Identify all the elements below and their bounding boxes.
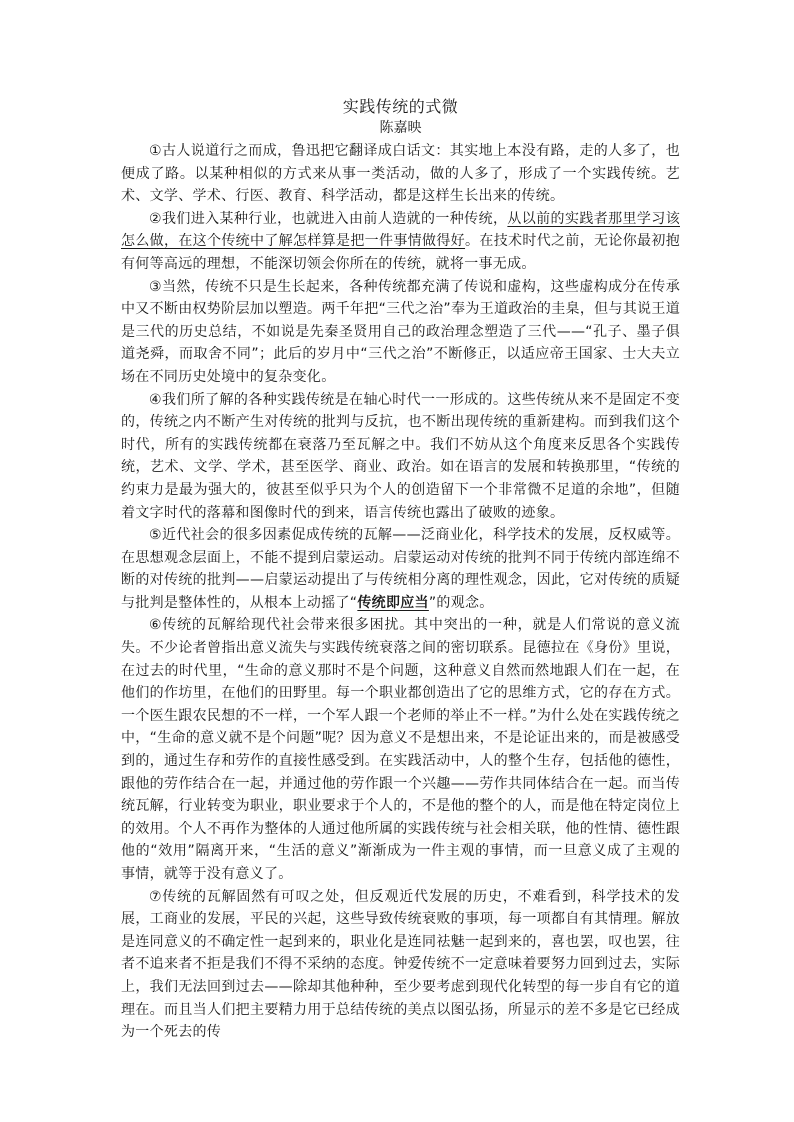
paragraph-1: ①古人说道行之而成，鲁迅把它翻译成白话文：其实地上本没有路，走的人多了，也便成了路。以某种相似的方式来从事一类活动，做的人多了，形成了一个实践传统。艺术、文学、学术、行医、教育、科学活动，都是这样生长出来的传统。 xyxy=(121,143,680,205)
paragraph-2 xyxy=(121,208,680,276)
paragraph-5-text-c: ”的观念。 xyxy=(428,594,494,611)
paragraph-4: ④我们所了解的各种实践传统是在轴心时代一一形成的。这些传统从来不是固定不变的，传统之内不断产生对传统的批判与反抗，也不断出现传统的重新建构。而到我们这个时代，所有的实践传统都在衰落乃至瓦解之中。我们不妨从这个角度来反思各个实践传统，艺术、文学、学术，甚至医学、商业、政治。如在语言的发展和转换那里，“传统的约束力是最为强大的，彼甚至似乎只为个人的创造留下一个非常微不足道的余地”，但随着文字时代的落幕和图像时代的到来，语言传统也露出了破败的迹象。 xyxy=(121,391,680,521)
paragraph-5-emphasis: 传统即应当 xyxy=(357,594,429,611)
paragraph-6: ⑥传统的瓦解给现代社会带来很多困扰。其中突出的一种，就是人们常说的意义流失。不少论者曾指出意义流失与实践传统衰落之间的密切联系。昆德拉在《身份》里说，在过去的时代里，“生命的意义那时不是个问题，这种意义自然而然地跟人们在一起，在他们的作坊里，在他们的田野里。每一个职业都创造出了它的思维方式，它的存在方式。一个医生跟农民想的不一样，一个军人跟一个老师的举止不一样。”为什么处在实践传统之中，“生命的意义就不是个问题”呢？因为意义不是想出来，不是论证出来的，而是被感受到的，通过生存和劳作的直接性感受到。在实践活动中，人的整个生存，包括他的德性，跟他的劳作结合在一起，并通过他的劳作跟一个兴趣——劳作共同体结合在一起。而当传统瓦解，行业转变为职业，职业要求于个人的，不是他的整个的人，而是他在特定岗位上的效用。个人不再作为整体的人通过他所属的实践传统与社会相关联，他的性情、德性跟他的“效用”隔离开来，“生活的意义”渐渐成为一件主观的事情，而一旦意义成了主观的事情，就等于没有意义了。 xyxy=(121,617,680,882)
paragraph-7: ⑦传统的瓦解固然有可叹之处，但反观近代发展的历史，不难看到，科学技术的发展，工商业的发展，平民的兴起，这些导致传统衰败的事项，每一项都自有其情理。解放是连同意义的不确定性一起到来的，职业化是连同祛魅一起到来的，喜也罢，叹也罢，往者不追来者不拒是我们不得不采纳的态度。钟爱传统不一定意味着要努力回到过去，实际上，我们无法回到过去——除却其他种种，至少要考虑到现代化转型的每一步自有它的道理在。而且当人们把主要精力用于总结传统的美点以图弘扬，所显示的差不多是它已经成为一个死去的传 xyxy=(121,888,680,1041)
paragraph-3: ③当然，传统不只是生长起来，各种传统都充满了传说和虚构，这些虚构成分在传承中又不断由权势阶层加以塑造。两千年把“三代之治”奉为王道政治的圭臬，但与其说王道是三代的历史总结，不如说是先秦圣贤用自己的政治理念塑造了三代——“孔子、墨子俱道尧舜，而取舍不同”；此后的岁月中“三代之治”不断修正，以适应帝王国家、士大夫立场在不同历史处境中的复杂变化。 xyxy=(121,278,680,385)
paragraph-2-text-a: ②我们进入某种行业，也就进入由前人造就的一种传统， xyxy=(149,210,508,227)
article-title: 实践传统的式微 xyxy=(342,97,459,116)
article-author: 陈嘉映 xyxy=(379,120,422,136)
paragraph-2-text-c: 。在技术时代之前，无论你最初抱有何等高远的理想，不能深切领会你所在的传统，就将一事无成。 xyxy=(121,233,681,272)
paragraph-2-underlined-text: 从以前的实践者那里学习该怎么做，在这个传统中了解怎样算是把一件事情做得好 xyxy=(121,210,680,250)
document-page xyxy=(121,96,680,1044)
paragraph-5-text-a: ⑤近代社会的很多因素促成传统的瓦解——泛商业化，科学技术的发展，反权威等。在思想观念层面上，不能不提到启蒙运动。启蒙运动对传统的批判不同于传统内部连绵不断的对传统的批判——启蒙运动提出了与传统相分离的理性观念，因此，它对传统的质疑与批判是整体性的，从根本上动摇了“ xyxy=(121,527,680,611)
paragraph-5 xyxy=(121,524,680,614)
